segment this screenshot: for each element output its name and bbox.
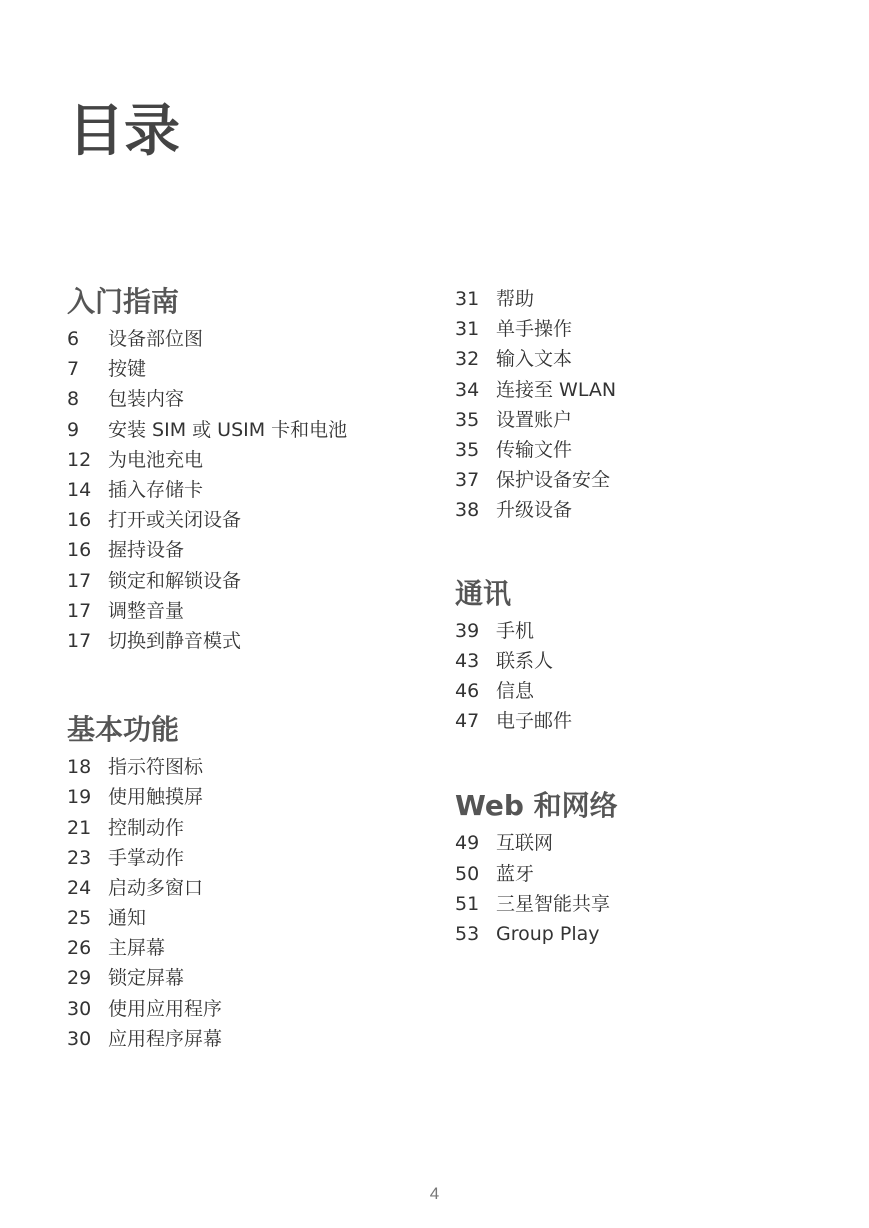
toc-entry-title: 指示符图标 — [108, 756, 204, 779]
toc-entry[interactable] — [67, 445, 437, 475]
toc-entry-title: 包装内容 — [108, 388, 185, 411]
toc-entry-title: 通知 — [108, 907, 147, 930]
toc-entry[interactable] — [455, 828, 825, 858]
toc-list — [455, 284, 825, 526]
toc-entry-title: 启动多窗口 — [108, 876, 204, 899]
toc-entry-page-number: 50 — [455, 862, 480, 885]
toc-entry-title: 握持设备 — [108, 539, 185, 562]
toc-entry-title: 插入存储卡 — [108, 479, 204, 502]
toc-entry[interactable] — [67, 903, 437, 933]
toc-entry-page-number: 24 — [67, 876, 92, 899]
toc-entry-page-number: 46 — [455, 679, 480, 702]
toc-entry-page-number: 19 — [67, 786, 92, 809]
toc-entry[interactable] — [455, 646, 825, 676]
section-heading: 入门指南 — [67, 285, 180, 318]
toc-entry-page-number: 17 — [67, 569, 92, 592]
toc-entry-title: 调整音量 — [108, 599, 185, 622]
toc-entry-title: 使用应用程序 — [108, 997, 223, 1020]
toc-entry-page-number: 23 — [67, 846, 92, 869]
toc-entry-page-number: 32 — [455, 348, 480, 371]
toc-entry-page-number: 18 — [67, 756, 92, 779]
toc-entry[interactable] — [67, 475, 437, 505]
toc-left-column — [67, 282, 437, 1054]
toc-entry[interactable] — [455, 706, 825, 736]
toc-entry[interactable] — [67, 596, 437, 626]
toc-entry[interactable] — [67, 782, 437, 812]
toc-entry-page-number: 25 — [67, 907, 92, 930]
toc-entry[interactable] — [67, 505, 437, 535]
toc-entry-page-number: 51 — [455, 892, 480, 915]
toc-entry-page-number: 16 — [67, 509, 92, 532]
toc-entry-page-number: 8 — [67, 388, 80, 411]
toc-entry-title: 保护设备安全 — [496, 469, 611, 492]
toc-entry[interactable] — [67, 354, 437, 384]
toc-entry[interactable] — [67, 812, 437, 842]
toc-entry-page-number: 31 — [455, 318, 480, 341]
toc-entry-title: 输入文本 — [496, 348, 573, 371]
toc-entry[interactable] — [455, 616, 825, 646]
toc-entry-title: 主屏幕 — [108, 937, 166, 960]
toc-entry-title: Group Play — [496, 922, 600, 945]
toc-entry-title: 手掌动作 — [108, 846, 185, 869]
toc-entry[interactable] — [455, 465, 825, 495]
toc-entry-title: 三星智能共享 — [496, 892, 611, 915]
toc-entry-title: 连接至 WLAN — [496, 378, 617, 401]
toc-entry-page-number: 7 — [67, 358, 80, 381]
toc-list — [67, 324, 437, 656]
toc-entry-page-number: 29 — [67, 967, 92, 990]
toc-entry-title: 切换到静音模式 — [108, 629, 242, 652]
toc-entry[interactable] — [455, 314, 825, 344]
toc-entry-title: 锁定和解锁设备 — [108, 569, 242, 592]
toc-entry-title: 为电池充电 — [108, 448, 204, 471]
toc-entry-page-number: 53 — [455, 922, 480, 945]
toc-right-column — [455, 284, 825, 949]
toc-entry[interactable] — [67, 384, 437, 414]
toc-entry-title: 打开或关闭设备 — [108, 509, 242, 532]
toc-entry-page-number: 34 — [455, 378, 480, 401]
toc-entry-page-number: 17 — [67, 629, 92, 652]
toc-entry-title: 联系人 — [496, 649, 554, 672]
toc-entry-title: 互联网 — [496, 832, 554, 855]
toc-entry-page-number: 37 — [455, 469, 480, 492]
toc-entry-title: 电子邮件 — [496, 710, 573, 733]
toc-entry-page-number: 26 — [67, 937, 92, 960]
toc-entry-title: 升级设备 — [496, 499, 573, 522]
toc-entry-title: 手机 — [496, 619, 535, 642]
toc-entry-title: 信息 — [496, 679, 535, 702]
toc-entry-title: 控制动作 — [108, 816, 185, 839]
toc-entry[interactable] — [67, 873, 437, 903]
toc-entry-title: 锁定屏幕 — [108, 967, 185, 990]
toc-entry-title: 单手操作 — [496, 318, 573, 341]
toc-entry[interactable] — [455, 676, 825, 706]
toc-list — [455, 616, 825, 737]
toc-entry[interactable] — [67, 963, 437, 993]
toc-entry-page-number: 35 — [455, 408, 480, 431]
toc-entry-page-number: 6 — [67, 328, 80, 351]
toc-entry[interactable] — [455, 405, 825, 435]
toc-entry[interactable] — [455, 284, 825, 314]
toc-entry-title: 帮助 — [496, 288, 535, 311]
toc-entry-page-number: 16 — [67, 539, 92, 562]
toc-entry[interactable] — [455, 889, 825, 919]
toc-entry[interactable] — [455, 435, 825, 465]
toc-entry-page-number: 39 — [455, 619, 480, 642]
toc-entry[interactable] — [67, 415, 437, 445]
section-heading: 基本功能 — [67, 713, 180, 747]
toc-entry[interactable] — [455, 495, 825, 525]
toc-entry-page-number: 30 — [67, 997, 92, 1020]
toc-entry[interactable] — [455, 858, 825, 888]
toc-entry[interactable] — [67, 994, 437, 1024]
toc-entry-page-number: 30 — [67, 1027, 92, 1050]
toc-entry-page-number: 47 — [455, 710, 480, 733]
toc-entry-title: 安装 SIM 或 USIM 卡和电池 — [108, 418, 348, 441]
toc-entry-title: 按键 — [108, 358, 147, 381]
toc-list — [67, 752, 437, 1054]
toc-entry-page-number: 49 — [455, 832, 480, 855]
toc-entry-page-number: 21 — [67, 816, 92, 839]
toc-entry[interactable] — [67, 843, 437, 873]
toc-entry[interactable] — [67, 566, 437, 596]
toc-entry[interactable] — [67, 933, 437, 963]
toc-entry-page-number: 31 — [455, 288, 480, 311]
toc-entry-page-number: 12 — [67, 448, 92, 471]
toc-entry[interactable] — [67, 1024, 437, 1054]
toc-entry-title: 蓝牙 — [496, 862, 535, 885]
page-number: 4 — [429, 1184, 440, 1203]
toc-entry-page-number: 17 — [67, 599, 92, 622]
toc-entry-page-number: 9 — [67, 418, 80, 441]
toc-list — [455, 828, 825, 949]
toc-entry-title: 设置账户 — [496, 408, 573, 431]
section-heading: Web 和网络 — [455, 789, 618, 823]
section-heading: 通讯 — [455, 576, 512, 610]
toc-entry[interactable] — [67, 626, 437, 656]
toc-entry-title: 设备部位图 — [108, 328, 204, 351]
toc-entry-title: 应用程序屏幕 — [108, 1027, 223, 1050]
toc-entry-page-number: 43 — [455, 649, 480, 672]
toc-entry[interactable] — [67, 752, 437, 782]
toc-entry-title: 传输文件 — [496, 439, 573, 462]
toc-entry-title: 使用触摸屏 — [108, 786, 204, 809]
page-title: 目录 — [68, 99, 180, 164]
toc-entry[interactable] — [455, 375, 825, 405]
toc-entry[interactable] — [67, 535, 437, 565]
toc-entry[interactable] — [455, 919, 825, 949]
toc-entry-page-number: 35 — [455, 439, 480, 462]
toc-entry[interactable] — [67, 324, 437, 354]
toc-entry[interactable] — [455, 344, 825, 374]
toc-entry-page-number: 38 — [455, 499, 480, 522]
toc-entry-page-number: 14 — [67, 479, 92, 502]
